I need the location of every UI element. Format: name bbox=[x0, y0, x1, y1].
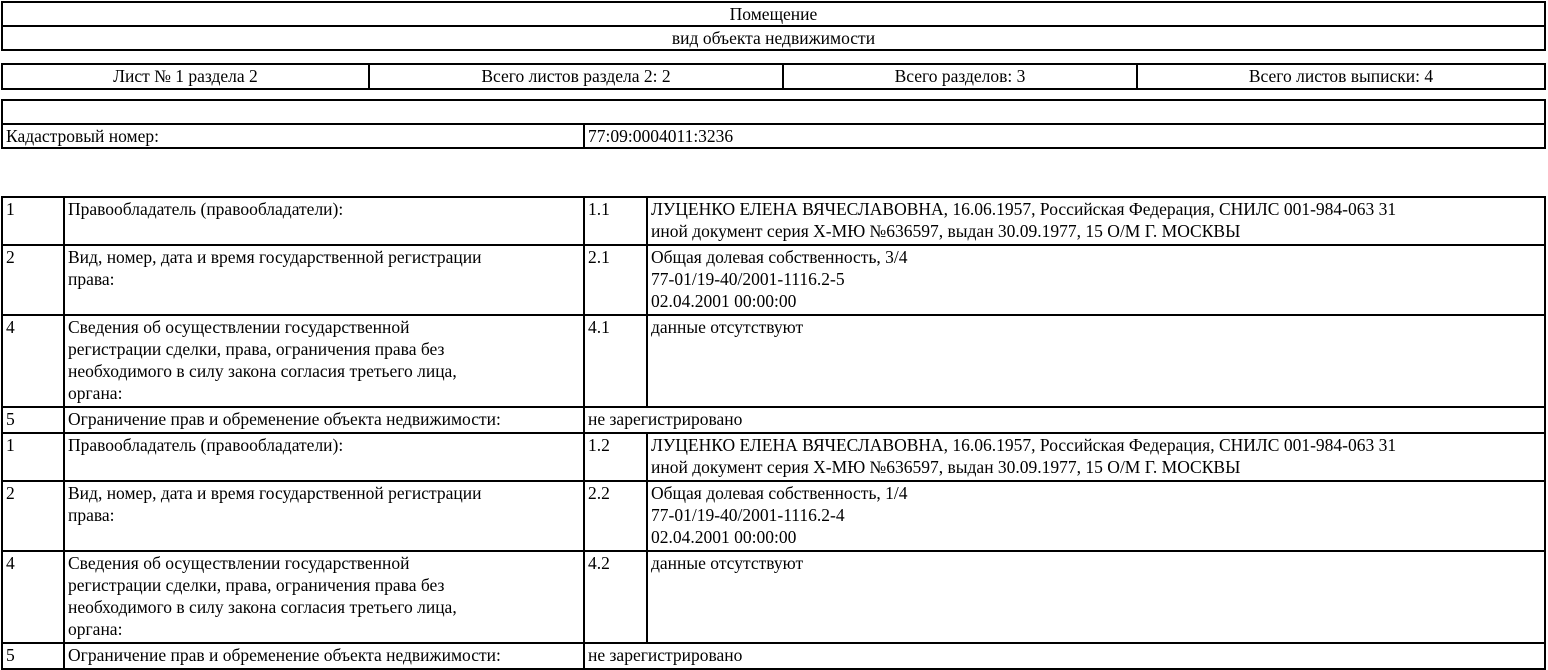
table-row bbox=[2, 197, 1545, 245]
table-row bbox=[2, 643, 1545, 669]
registration-label-line: Вид, номер, дата и время государственной регистрации bbox=[68, 483, 482, 503]
registration-label-line: Вид, номер, дата и время государственной регистрации bbox=[68, 247, 482, 267]
registration-value bbox=[647, 481, 1545, 551]
object-type-table bbox=[1, 1, 1546, 51]
owner-document-line: иной документ серия Х-МЮ №636597, выдан 30.09.1977, 15 О/М Г. МОСКВЫ bbox=[651, 221, 1241, 241]
deal-label-line: регистрации сделки, права, ограничения права без bbox=[68, 339, 445, 359]
registration-label bbox=[64, 245, 584, 315]
owner-line: ЛУЦЕНКО ЕЛЕНА ВЯЧЕСЛАВОВНА, 16.06.1957, Российская Федерация, СНИЛС 001-984-063 31 bbox=[651, 199, 1397, 219]
registration-label-line: права: bbox=[68, 269, 115, 289]
restriction-value: не зарегистрировано bbox=[584, 407, 1545, 433]
owner-value bbox=[647, 197, 1545, 245]
table-row bbox=[2, 245, 1545, 315]
registration-date: 02.04.2001 00:00:00 bbox=[651, 291, 797, 311]
sub-number: 2.1 bbox=[584, 245, 647, 315]
owner-label: Правообладатель (правообладатели): bbox=[64, 197, 584, 245]
section-count: Всего разделов: 3 bbox=[783, 64, 1137, 89]
table-row bbox=[2, 433, 1545, 481]
table-row bbox=[2, 315, 1545, 407]
owner-document-line: иной документ серия Х-МЮ №636597, выдан 30.09.1977, 15 О/М Г. МОСКВЫ bbox=[651, 457, 1241, 477]
extract-sheet-count: Всего листов выписки: 4 bbox=[1137, 64, 1545, 89]
sub-number: 1.1 bbox=[584, 197, 647, 245]
row-number: 5 bbox=[2, 407, 64, 433]
deal-value: данные отсутствуют bbox=[647, 551, 1545, 643]
deal-label-line: необходимого в силу закона согласия третьего лица, bbox=[68, 597, 457, 617]
cadastral-number-label: Кадастровый номер: bbox=[2, 124, 584, 148]
deal-label-line: Сведения об осуществлении государственной bbox=[68, 553, 410, 573]
registration-number: 77-01/19-40/2001-1116.2-4 bbox=[651, 505, 845, 525]
sub-number: 4.2 bbox=[584, 551, 647, 643]
restriction-label: Ограничение прав и обременение объекта недвижимости: bbox=[64, 407, 584, 433]
object-type-value: Помещение bbox=[2, 2, 1545, 26]
registration-number: 77-01/19-40/2001-1116.2-5 bbox=[651, 269, 845, 289]
row-number: 2 bbox=[2, 245, 64, 315]
deal-label bbox=[64, 551, 584, 643]
owner-value bbox=[647, 433, 1545, 481]
sub-number: 1.2 bbox=[584, 433, 647, 481]
row-number: 4 bbox=[2, 551, 64, 643]
blank-row bbox=[2, 100, 1545, 124]
deal-label-line: органа: bbox=[68, 383, 123, 403]
table-row bbox=[2, 407, 1545, 433]
deal-label-line: необходимого в силу закона согласия третьего лица, bbox=[68, 361, 457, 381]
right-type: Общая долевая собственность, 1/4 bbox=[651, 483, 908, 503]
sub-number: 2.2 bbox=[584, 481, 647, 551]
owner-line: ЛУЦЕНКО ЕЛЕНА ВЯЧЕСЛАВОВНА, 16.06.1957, Российская Федерация, СНИЛС 001-984-063 31 bbox=[651, 435, 1397, 455]
row-number: 1 bbox=[2, 433, 64, 481]
section-sheet-count: Всего листов раздела 2: 2 bbox=[369, 64, 783, 89]
deal-label-line: Сведения об осуществлении государственной bbox=[68, 317, 410, 337]
table-row bbox=[2, 481, 1545, 551]
restriction-value: не зарегистрировано bbox=[584, 643, 1545, 669]
registration-label-line: права: bbox=[68, 505, 115, 525]
row-number: 4 bbox=[2, 315, 64, 407]
deal-label bbox=[64, 315, 584, 407]
right-type: Общая долевая собственность, 3/4 bbox=[651, 247, 908, 267]
row-number: 2 bbox=[2, 481, 64, 551]
object-type-caption: вид объекта недвижимости bbox=[2, 26, 1545, 50]
cadastral-number-value: 77:09:0004011:3236 bbox=[584, 124, 1545, 148]
registration-date: 02.04.2001 00:00:00 bbox=[651, 527, 797, 547]
rights-table bbox=[1, 196, 1546, 670]
deal-label-line: органа: bbox=[68, 619, 123, 639]
registration-value bbox=[647, 245, 1545, 315]
restriction-label: Ограничение прав и обременение объекта недвижимости: bbox=[64, 643, 584, 669]
sheet-number: Лист № 1 раздела 2 bbox=[2, 64, 369, 89]
row-number: 1 bbox=[2, 197, 64, 245]
deal-value: данные отсутствуют bbox=[647, 315, 1545, 407]
table-row bbox=[2, 551, 1545, 643]
sheet-info-table bbox=[1, 63, 1546, 90]
owner-label: Правообладатель (правообладатели): bbox=[64, 433, 584, 481]
deal-label-line: регистрации сделки, права, ограничения права без bbox=[68, 575, 445, 595]
registration-label bbox=[64, 481, 584, 551]
row-number: 5 bbox=[2, 643, 64, 669]
sub-number: 4.1 bbox=[584, 315, 647, 407]
cadastral-table bbox=[1, 99, 1546, 149]
